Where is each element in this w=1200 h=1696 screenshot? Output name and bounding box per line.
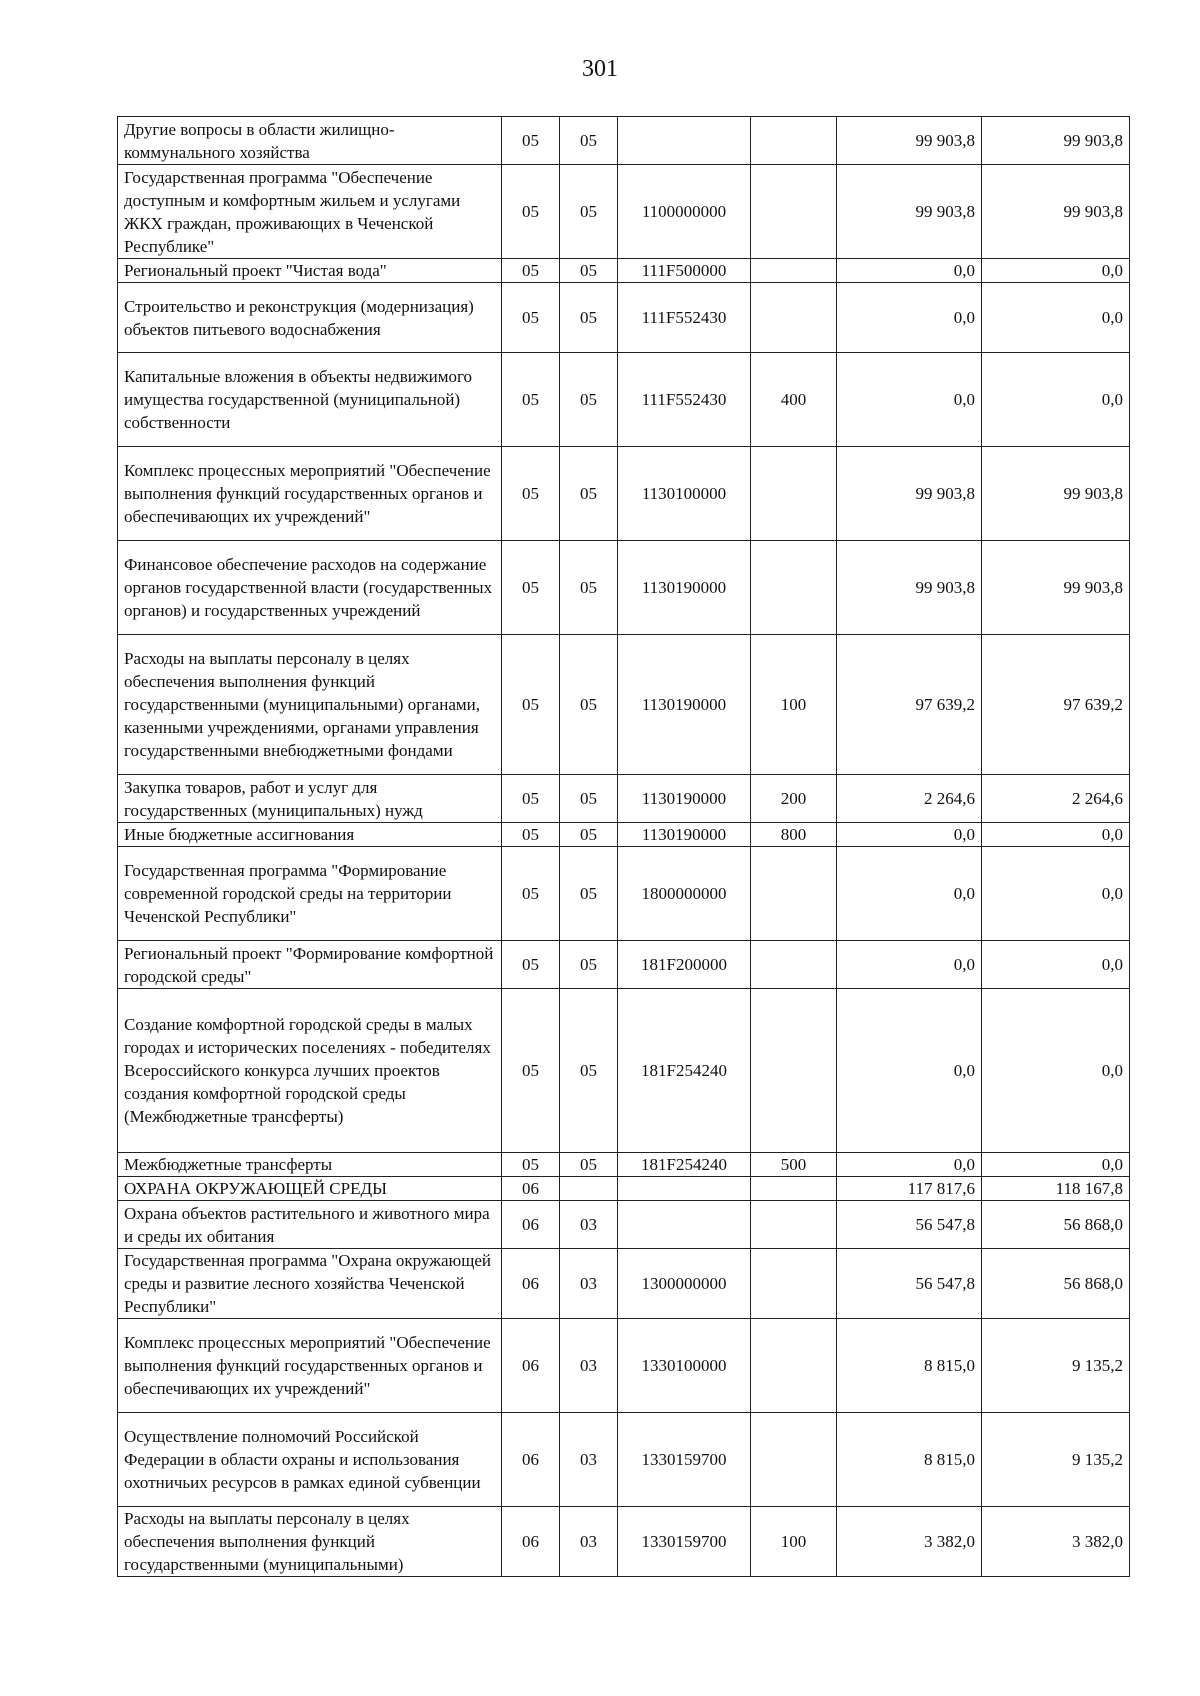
table-cell-expense-type (751, 259, 837, 283)
table-cell-amount-year1: 2 264,6 (837, 775, 982, 823)
table-row (118, 353, 1130, 447)
table-cell-name: Создание комфортной городской среды в малых городах и исторических поселениях - победителях Всероссийского конкурса лучших проектов создания комфортной городской среды (Межбюджетные трансферты) (118, 989, 502, 1153)
table-cell-name: Комплекс процессных мероприятий "Обеспечение выполнения функций государственных органов и обеспечивающих их учреждений" (118, 447, 502, 541)
table-row (118, 283, 1130, 353)
table-row (118, 1507, 1130, 1577)
page-number: 301 (582, 56, 618, 82)
table-cell-subsection: 05 (560, 165, 618, 259)
table-cell-amount-year1: 8 815,0 (837, 1413, 982, 1507)
table-cell-expense-type (751, 941, 837, 989)
table-row (118, 259, 1130, 283)
table-cell-name: Другие вопросы в области жилищно-коммунального хозяйства (118, 117, 502, 165)
table-row (118, 847, 1130, 941)
table-cell-amount-year1: 56 547,8 (837, 1201, 982, 1249)
table-cell-target-article: 1100000000 (618, 165, 751, 259)
table-cell-section: 05 (502, 541, 560, 635)
table-cell-section: 06 (502, 1319, 560, 1413)
table-cell-section: 05 (502, 823, 560, 847)
table-row (118, 165, 1130, 259)
table-cell-amount-year2: 0,0 (982, 941, 1130, 989)
table-cell-section: 06 (502, 1249, 560, 1319)
table-cell-amount-year2: 99 903,8 (982, 165, 1130, 259)
table-cell-amount-year1: 0,0 (837, 283, 982, 353)
table-cell-target-article: 1330100000 (618, 1319, 751, 1413)
table-cell-expense-type: 500 (751, 1153, 837, 1177)
table-row (118, 775, 1130, 823)
table-cell-section: 05 (502, 989, 560, 1153)
table-cell-target-article (618, 1177, 751, 1201)
table-cell-amount-year1: 99 903,8 (837, 165, 982, 259)
table-cell-section: 05 (502, 775, 560, 823)
table-cell-amount-year2: 0,0 (982, 847, 1130, 941)
table-cell-section: 05 (502, 353, 560, 447)
table-cell-amount-year2: 99 903,8 (982, 447, 1130, 541)
table-body (118, 117, 1130, 1577)
table-cell-expense-type: 800 (751, 823, 837, 847)
table-cell-expense-type (751, 165, 837, 259)
table-cell-section: 06 (502, 1413, 560, 1507)
table-cell-amount-year2: 0,0 (982, 259, 1130, 283)
table-cell-amount-year2: 0,0 (982, 989, 1130, 1153)
table-row (118, 1249, 1130, 1319)
table-cell-name: Финансовое обеспечение расходов на содержание органов государственной власти (государственных органов) и государственных учреждений (118, 541, 502, 635)
table-cell-section: 05 (502, 847, 560, 941)
table-cell-section: 05 (502, 165, 560, 259)
table-cell-name: Охрана объектов растительного и животного мира и среды их обитания (118, 1201, 502, 1249)
table-row (118, 1413, 1130, 1507)
table-cell-amount-year2: 3 382,0 (982, 1507, 1130, 1577)
table-cell-amount-year1: 0,0 (837, 847, 982, 941)
table-cell-target-article: 1130100000 (618, 447, 751, 541)
budget-table (117, 116, 1130, 1577)
table-cell-section: 05 (502, 447, 560, 541)
table-cell-target-article: 111F552430 (618, 353, 751, 447)
table-cell-amount-year1: 8 815,0 (837, 1319, 982, 1413)
table-cell-target-article: 1130190000 (618, 775, 751, 823)
table-cell-subsection: 05 (560, 117, 618, 165)
table-cell-subsection: 05 (560, 283, 618, 353)
table-cell-expense-type (751, 1413, 837, 1507)
table-cell-target-article: 1130190000 (618, 635, 751, 775)
table-cell-target-article (618, 1201, 751, 1249)
table-row (118, 1201, 1130, 1249)
table-cell-expense-type (751, 447, 837, 541)
table-cell-target-article: 181F254240 (618, 1153, 751, 1177)
table-cell-amount-year2: 118 167,8 (982, 1177, 1130, 1201)
table-cell-section: 05 (502, 117, 560, 165)
table-cell-expense-type: 200 (751, 775, 837, 823)
table-cell-name: Межбюджетные трансферты (118, 1153, 502, 1177)
table-cell-target-article: 111F500000 (618, 259, 751, 283)
table-cell-expense-type: 400 (751, 353, 837, 447)
table-cell-section: 05 (502, 941, 560, 989)
table-cell-expense-type (751, 847, 837, 941)
table-cell-amount-year1: 97 639,2 (837, 635, 982, 775)
table-cell-target-article: 181F254240 (618, 989, 751, 1153)
table-cell-section: 05 (502, 1153, 560, 1177)
table-cell-name: ОХРАНА ОКРУЖАЮЩЕЙ СРЕДЫ (118, 1177, 502, 1201)
table-cell-name: Строительство и реконструкция (модернизация) объектов питьевого водоснабжения (118, 283, 502, 353)
table-cell-amount-year1: 0,0 (837, 259, 982, 283)
table-cell-target-article: 1800000000 (618, 847, 751, 941)
table-cell-name: Расходы на выплаты персоналу в целях обеспечения выполнения функций государственными (муниципальными) органами, казенными учреждениями, органами управления государственными внебюджетными фондами (118, 635, 502, 775)
table-cell-amount-year2: 9 135,2 (982, 1319, 1130, 1413)
table-row (118, 941, 1130, 989)
table-cell-amount-year1: 0,0 (837, 941, 982, 989)
table-cell-amount-year2: 56 868,0 (982, 1201, 1130, 1249)
table-cell-amount-year2: 0,0 (982, 823, 1130, 847)
table-cell-expense-type (751, 1177, 837, 1201)
table-row (118, 117, 1130, 165)
table-cell-section: 06 (502, 1201, 560, 1249)
table-cell-subsection: 05 (560, 353, 618, 447)
table-cell-subsection: 05 (560, 775, 618, 823)
table-cell-subsection: 03 (560, 1201, 618, 1249)
table-cell-amount-year2: 9 135,2 (982, 1413, 1130, 1507)
table-cell-target-article: 1330159700 (618, 1507, 751, 1577)
table-cell-amount-year1: 0,0 (837, 353, 982, 447)
table-cell-target-article: 1330159700 (618, 1413, 751, 1507)
table-cell-amount-year1: 99 903,8 (837, 447, 982, 541)
table-cell-subsection: 03 (560, 1507, 618, 1577)
table-cell-amount-year1: 56 547,8 (837, 1249, 982, 1319)
table-cell-name: Комплекс процессных мероприятий "Обеспечение выполнения функций государственных органов и обеспечивающих их учреждений" (118, 1319, 502, 1413)
table-cell-amount-year2: 0,0 (982, 1153, 1130, 1177)
table-row (118, 447, 1130, 541)
table-cell-amount-year2: 0,0 (982, 283, 1130, 353)
table-cell-name: Государственная программа "Формирование современной городской среды на территории Чеченской Республики" (118, 847, 502, 941)
table-cell-section: 05 (502, 635, 560, 775)
table-cell-subsection: 05 (560, 541, 618, 635)
table-cell-name: Региональный проект "Чистая вода" (118, 259, 502, 283)
table-cell-amount-year1: 0,0 (837, 1153, 982, 1177)
table-row (118, 541, 1130, 635)
table-cell-target-article: 111F552430 (618, 283, 751, 353)
table-cell-subsection: 05 (560, 1153, 618, 1177)
table-cell-amount-year1: 99 903,8 (837, 117, 982, 165)
table-cell-section: 05 (502, 259, 560, 283)
table-cell-subsection: 05 (560, 447, 618, 541)
table-cell-amount-year1: 3 382,0 (837, 1507, 982, 1577)
table-cell-section: 06 (502, 1507, 560, 1577)
table-cell-name: Осуществление полномочий Российской Федерации в области охраны и использования охотничьих ресурсов в рамках единой субвенции (118, 1413, 502, 1507)
table-cell-subsection: 05 (560, 259, 618, 283)
table-cell-name: Расходы на выплаты персоналу в целях обеспечения выполнения функций государственными (муниципальными) (118, 1507, 502, 1577)
table-cell-amount-year2: 0,0 (982, 353, 1130, 447)
table-row (118, 1177, 1130, 1201)
table-cell-name: Капитальные вложения в объекты недвижимого имущества государственной (муниципальной) собственности (118, 353, 502, 447)
table-cell-subsection: 05 (560, 823, 618, 847)
table-cell-amount-year2: 56 868,0 (982, 1249, 1130, 1319)
table-cell-section: 05 (502, 283, 560, 353)
table-cell-expense-type (751, 541, 837, 635)
table-cell-name: Государственная программа "Обеспечение доступным и комфортным жильем и услугами ЖКХ граждан, проживающих в Чеченской Республике" (118, 165, 502, 259)
table-cell-subsection: 05 (560, 989, 618, 1153)
table-cell-amount-year1: 0,0 (837, 823, 982, 847)
table-cell-target-article (618, 117, 751, 165)
table-row (118, 1319, 1130, 1413)
table-cell-expense-type: 100 (751, 1507, 837, 1577)
table-cell-amount-year2: 99 903,8 (982, 541, 1130, 635)
table-cell-expense-type (751, 117, 837, 165)
table-cell-amount-year2: 2 264,6 (982, 775, 1130, 823)
table-cell-target-article: 1130190000 (618, 823, 751, 847)
table-cell-subsection: 03 (560, 1319, 618, 1413)
table-cell-amount-year2: 99 903,8 (982, 117, 1130, 165)
table-cell-subsection: 03 (560, 1413, 618, 1507)
table-cell-expense-type (751, 1201, 837, 1249)
table-cell-expense-type (751, 283, 837, 353)
table-cell-amount-year1: 99 903,8 (837, 541, 982, 635)
table-cell-subsection: 05 (560, 635, 618, 775)
table-row (118, 1153, 1130, 1177)
table-cell-subsection: 05 (560, 941, 618, 989)
table-cell-expense-type (751, 989, 837, 1153)
table-cell-subsection: 03 (560, 1249, 618, 1319)
table-cell-subsection: 05 (560, 847, 618, 941)
table-cell-subsection (560, 1177, 618, 1201)
table-cell-target-article: 1130190000 (618, 541, 751, 635)
table-cell-name: Региональный проект "Формирование комфортной городской среды" (118, 941, 502, 989)
table-cell-expense-type: 100 (751, 635, 837, 775)
table-cell-name: Закупка товаров, работ и услуг для государственных (муниципальных) нужд (118, 775, 502, 823)
table-cell-name: Иные бюджетные ассигнования (118, 823, 502, 847)
table-row (118, 989, 1130, 1153)
table-cell-expense-type (751, 1249, 837, 1319)
table-cell-name: Государственная программа "Охрана окружающей среды и развитие лесного хозяйства Чеченской Республики" (118, 1249, 502, 1319)
table-cell-amount-year1: 117 817,6 (837, 1177, 982, 1201)
table-cell-section: 06 (502, 1177, 560, 1201)
table-cell-amount-year1: 0,0 (837, 989, 982, 1153)
table-cell-amount-year2: 97 639,2 (982, 635, 1130, 775)
table-cell-target-article: 181F200000 (618, 941, 751, 989)
table-cell-expense-type (751, 1319, 837, 1413)
table-cell-target-article: 1300000000 (618, 1249, 751, 1319)
table-row (118, 823, 1130, 847)
table-row (118, 635, 1130, 775)
